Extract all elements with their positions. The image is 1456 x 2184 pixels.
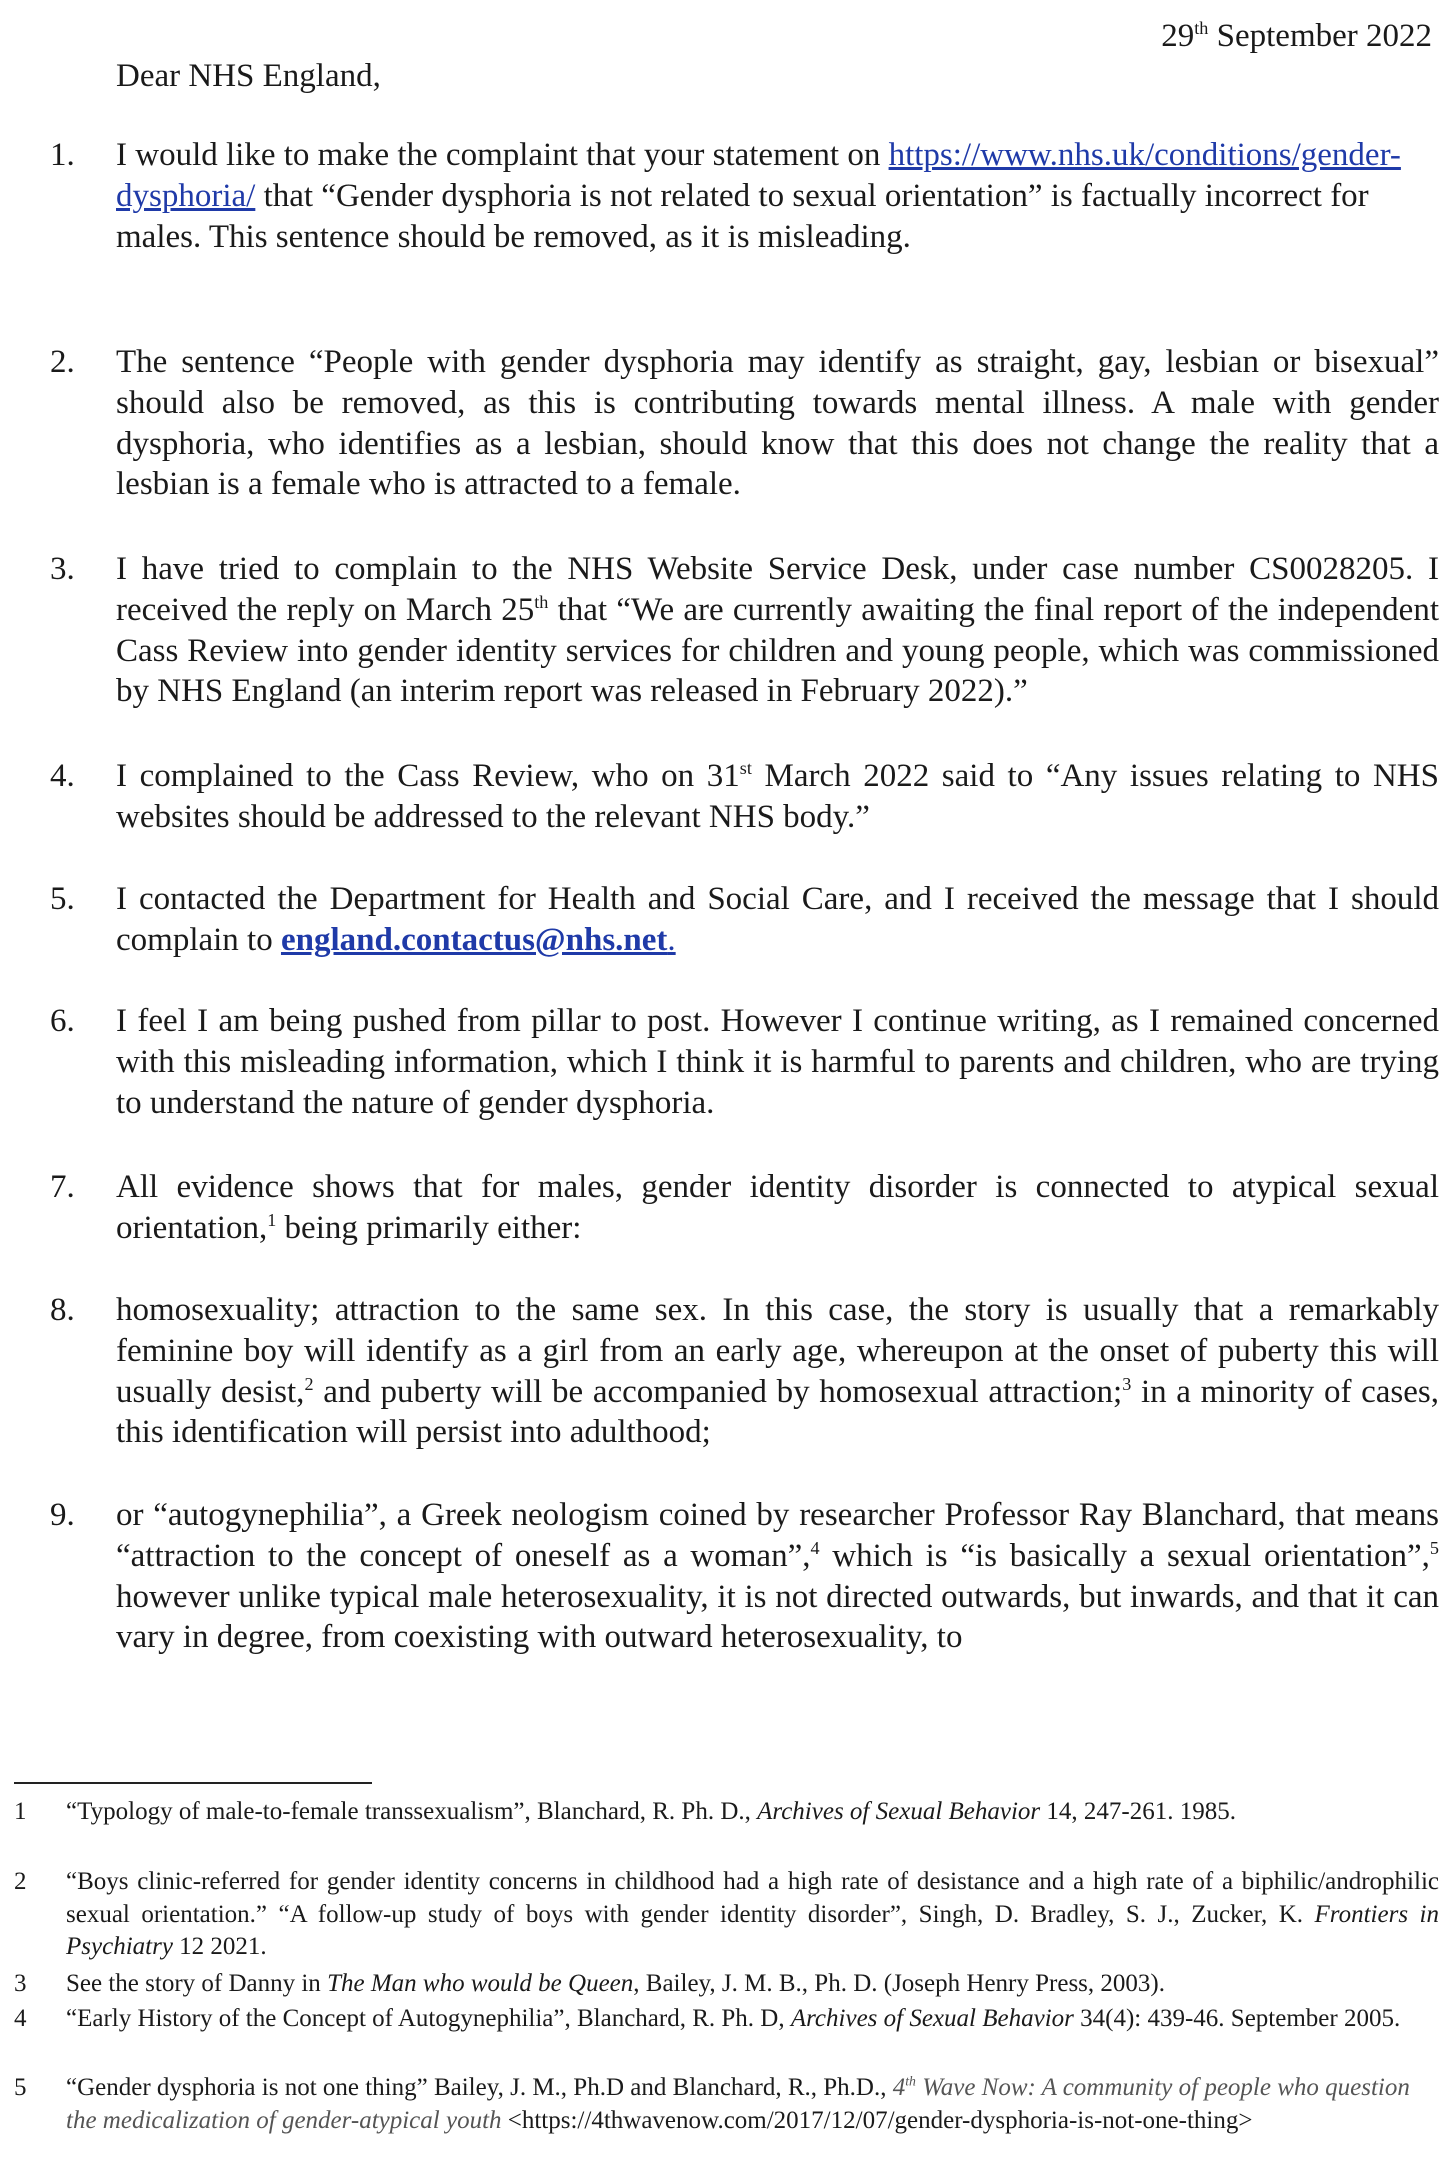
paragraph-text-part: that “Gender dysphoria is not related to sexual orientation” is factually incorrect for males. This sentence should be removed, as it is misleading. bbox=[116, 177, 1369, 255]
footnote-text-part: , Bailey, J. M. B., Ph. D. (Joseph Henry Press, 2003). bbox=[633, 1970, 1165, 1997]
site-title-part: 4 bbox=[892, 2074, 906, 2101]
ordinal-suffix: th bbox=[534, 591, 549, 612]
paragraph-text-part: I have tried to complain to the NHS Website Service Desk, under case number CS0028205. I received the reply on March 25 bbox=[116, 551, 1439, 628]
footnote-ref: 2 bbox=[304, 1373, 314, 1394]
nhs-gender-dysphoria-link[interactable]: https://www.nhs.uk/conditions/gender-dysphoria/ bbox=[116, 137, 1401, 214]
footnote-ref: 1 bbox=[267, 1209, 277, 1230]
paragraph-text-part: and puberty will be accompanied by homosexual attraction; bbox=[313, 1373, 1123, 1410]
paragraph-text-part: I contacted the Department for Health and Social Care, and I received the message that I should complain to bbox=[116, 881, 1439, 958]
paragraph-number: 7. bbox=[50, 1169, 75, 1205]
footnote-text bbox=[66, 1796, 1439, 1829]
footnote-ref: 3 bbox=[1122, 1373, 1132, 1394]
book-title: The Man who would be Queen bbox=[327, 1970, 634, 1997]
footnote-text-part: “Early History of the Concept of Autogynephilia”, Blanchard, R. Ph. D, bbox=[66, 2005, 791, 2032]
footnote-text-part: “Gender dysphoria is not one thing” Bailey, J. M., Ph.D and Blanchard, R., Ph.D., bbox=[66, 2074, 893, 2101]
paragraph-text-part: however unlike typical male heterosexuality, it is not directed outwards, but inwards, and that it can vary in degree, from coexisting with outward heterosexuality, to bbox=[116, 1578, 1439, 1656]
letter-date bbox=[1161, 16, 1432, 56]
paragraph-text-part: or “autogynephilia”, a Greek neologism coined by researcher Professor Ray Blanchard, that means “attraction to the concept of oneself as a woman”, bbox=[116, 1497, 1439, 1574]
paragraph-text-part: I complained to the Cass Review, who on 31 bbox=[116, 758, 740, 794]
site-title-suffix: th bbox=[905, 2073, 916, 2089]
footnote-text bbox=[66, 2072, 1439, 2137]
paragraph-number: 9. bbox=[50, 1497, 75, 1533]
footnote-text bbox=[66, 1866, 1439, 1964]
footnote-text-part: “Typology of male-to-female transsexualism”, Blanchard, R. Ph. D., bbox=[66, 1798, 758, 1825]
contact-email-link[interactable]: england.contactus@nhs.net bbox=[280, 921, 668, 958]
paragraph-text-part: March 2022 said to “Any issues relating to NHS websites should be addressed to the relevant NHS body.” bbox=[116, 758, 1439, 835]
date-suffix: th bbox=[1194, 18, 1209, 38]
footnote-text bbox=[66, 2003, 1439, 2036]
footnote-number: 4 bbox=[14, 2005, 27, 2032]
paragraph-text-part: being primarily either: bbox=[276, 1209, 582, 1246]
paragraph-text-part: All evidence shows that for males, gender identity disorder is connected to atypical sexual orientation, bbox=[116, 1169, 1439, 1246]
paragraph-text bbox=[116, 756, 1439, 838]
paragraph-text-part: . bbox=[667, 921, 676, 958]
footnote-number: 3 bbox=[14, 1970, 27, 1997]
footnote-number: 1 bbox=[14, 1798, 27, 1825]
paragraph-text-part: homosexuality; attraction to the same sex. In this case, the story is usually that a remarkably feminine boy will identify as a girl from an early age, whereupon at the onset of puberty this will usually desist, bbox=[116, 1292, 1439, 1410]
paragraph-number: 8. bbox=[50, 1292, 75, 1328]
paragraph-text bbox=[116, 549, 1439, 712]
site-title: Wave Now: A community of people who question the medicalization of gender-atypical youth bbox=[66, 2074, 1410, 2134]
paragraph-text: I feel I am being pushed from pillar to post. However I continue writing, as I remained concerned with this misleading information, which I think it is harmful to parents and children, who are trying to understand the nature of gender dysphoria. bbox=[116, 1003, 1439, 1121]
paragraph-number: 6. bbox=[50, 1003, 75, 1039]
journal-title: Frontiers in Psychiatry bbox=[66, 1900, 1439, 1960]
paragraph-text-part: in a minority of cases, this identification will persist into adulthood; bbox=[116, 1373, 1440, 1451]
paragraph-text bbox=[116, 879, 1439, 961]
paragraph-text-part: that “We are currently awaiting the final report of the independent Cass Review into gender identity services for children and young people, which was commissioned by NHS England (an interim report was released in February 2022).” bbox=[116, 591, 1439, 710]
footnote-number: 5 bbox=[14, 2074, 27, 2101]
paragraph-text: The sentence “People with gender dysphoria may identify as straight, gay, lesbian or bisexual” should also be removed, as this is contributing towards mental illness. A male with gender dysphoria, who identifies as a lesbian, should know that this does not change the reality that a lesbian is a female who is attracted to a female. bbox=[116, 344, 1439, 503]
paragraph-number: 4. bbox=[50, 758, 75, 794]
footnote-ref: 4 bbox=[810, 1537, 820, 1558]
salutation: Dear NHS England, bbox=[116, 58, 381, 94]
footnote-text-part: “Boys clinic-referred for gender identity concerns in childhood had a high rate of desistance and a high rate of a biphilic/androphilic sexual orientation.” “A follow-up study of boys with gender identity disorder”, Singh, D. Bradley, S. J., Zucker, K. bbox=[66, 1868, 1439, 1928]
paragraph-text-part: I would like to make the complaint that your statement on bbox=[116, 137, 889, 173]
paragraph-number: 3. bbox=[50, 551, 75, 587]
journal-title: Archives of Sexual Behavior bbox=[757, 1798, 1041, 1825]
footnote-url: <https://4thwavenow.com/2017/12/07/gender-dysphoria-is-not-one-thing> bbox=[501, 2106, 1253, 2134]
paragraph-number: 5. bbox=[50, 881, 75, 917]
paragraph-text bbox=[116, 1290, 1439, 1453]
paragraph-text bbox=[116, 1167, 1439, 1249]
paragraph-text bbox=[116, 1495, 1439, 1658]
date-rest: September 2022 bbox=[1208, 18, 1432, 54]
footnote-text-part: 12 2021. bbox=[172, 1933, 267, 1960]
footnote-ref: 5 bbox=[1429, 1537, 1439, 1558]
paragraph-text bbox=[116, 135, 1439, 257]
footnote-number: 2 bbox=[14, 1868, 27, 1895]
journal-title: Archives of Sexual Behavior bbox=[790, 2005, 1074, 2032]
footnote-text bbox=[66, 1968, 1439, 2001]
paragraph-number: 2. bbox=[50, 344, 75, 380]
footnote-text-part: See the story of Danny in bbox=[66, 1970, 328, 1997]
footnote-divider bbox=[14, 1782, 372, 1784]
date-day: 29 bbox=[1161, 18, 1195, 54]
paragraph-number: 1. bbox=[50, 137, 75, 173]
ordinal-suffix: st bbox=[739, 758, 752, 778]
paragraph-text-part: which is “is basically a sexual orientation”, bbox=[819, 1537, 1430, 1574]
footnote-text-part: 34(4): 439-46. September 2005. bbox=[1073, 2005, 1401, 2032]
footnote-text-part: 14, 247-261. 1985. bbox=[1040, 1798, 1236, 1825]
